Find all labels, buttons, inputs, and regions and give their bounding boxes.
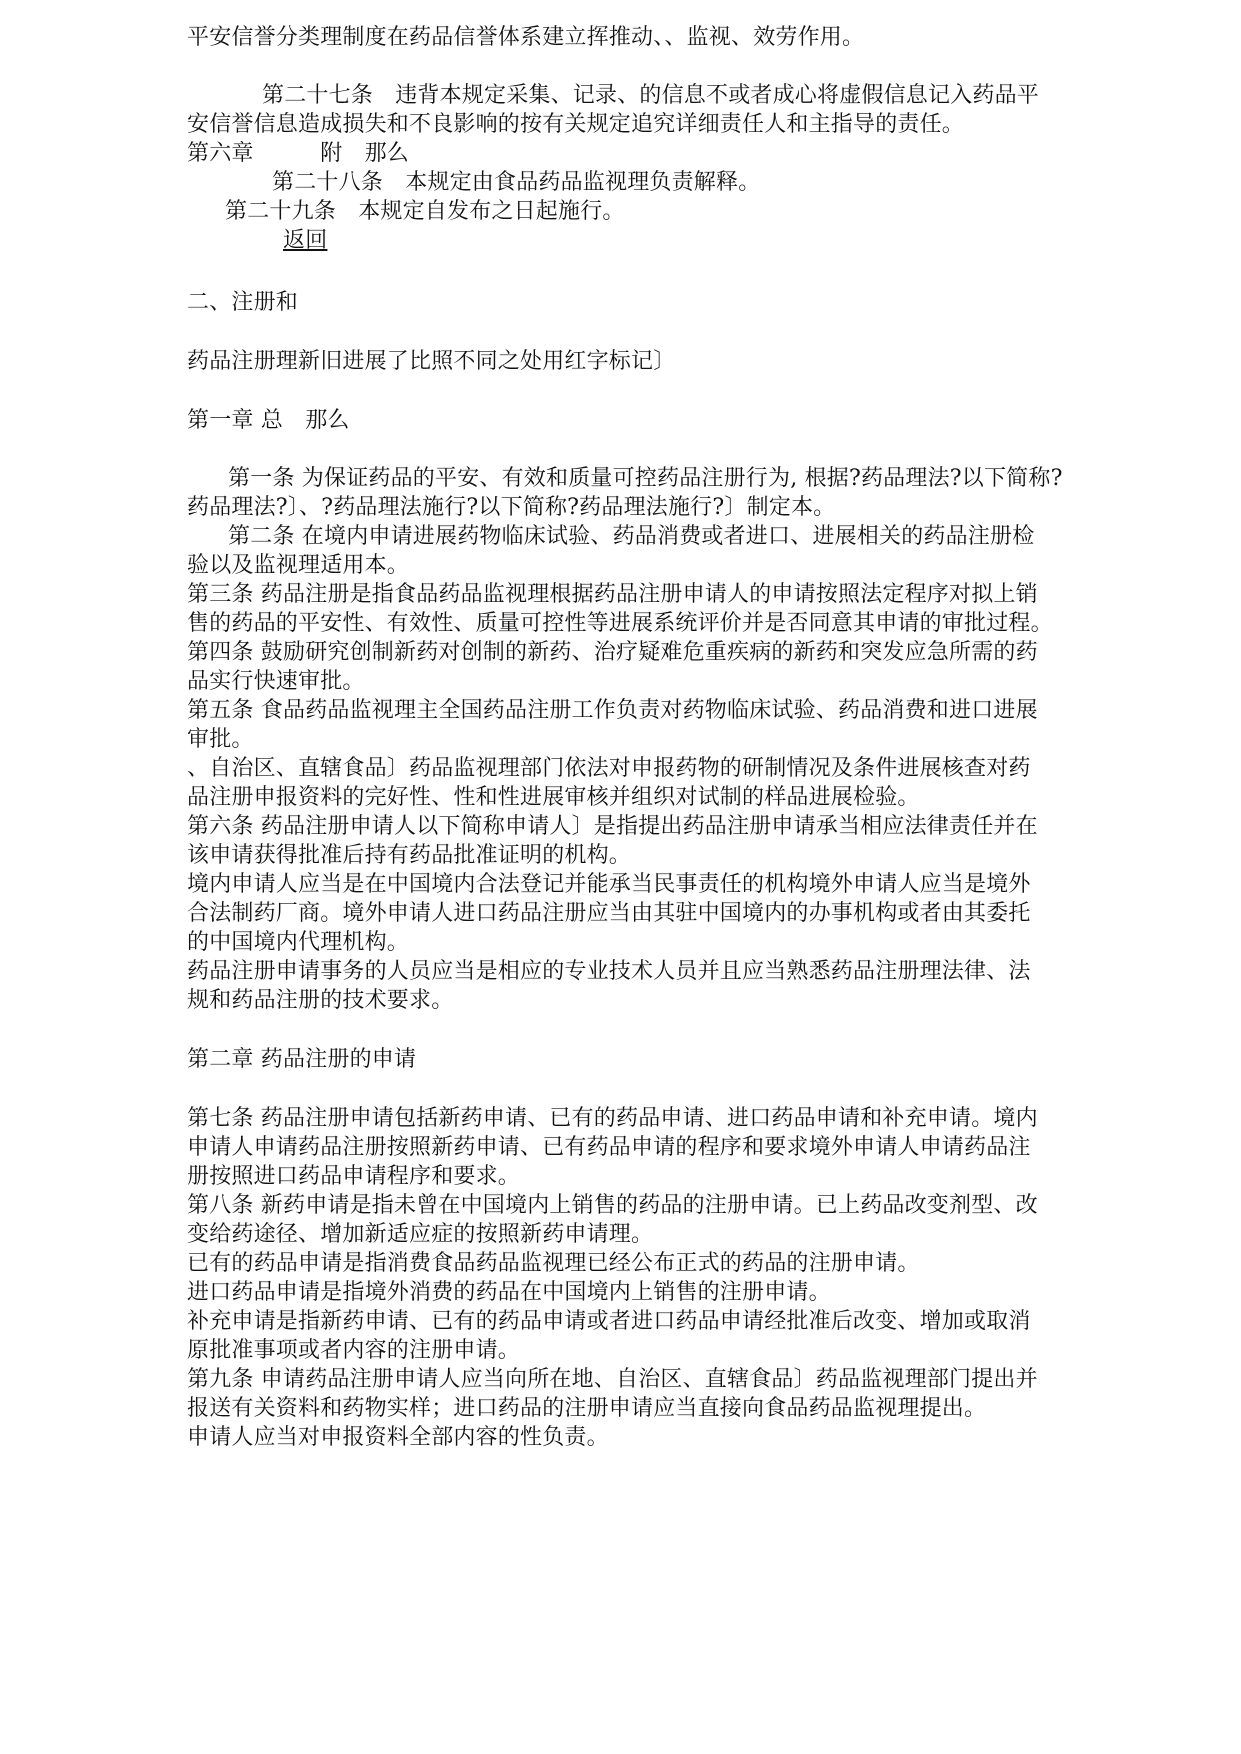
text-line: 申请人应当对申报资料全部内容的性负责。 xyxy=(187,1425,609,1450)
text-line: 第二十九条 本规定自发布之日起施行。 xyxy=(225,199,625,224)
text-line: 药品理法?〕、?药品理法施行?以下简称?药品理法施行?〕制定本。 xyxy=(187,495,836,520)
text-line: 第八条 新药申请是指未曾在中国境内上销售的药品的注册申请。已上药品改变剂型、改 xyxy=(187,1193,1038,1218)
text-line: 药品注册申请事务的人员应当是相应的专业技术人员并且应当熟悉药品注册理法律、法 xyxy=(187,959,1031,984)
text-line: 审批。 xyxy=(187,727,254,752)
text-line: 进口药品申请是指境外消费的药品在中国境内上销售的注册申请。 xyxy=(187,1280,831,1305)
text-line: 第一条 为保证药品的平安、有效和质量可控药品注册行为, 根据?药品理法?以下简称? xyxy=(228,466,1063,491)
text-line: 合法制药厂商。境外申请人进口药品注册应当由其驻中国境内的办事机构或者由其委托 xyxy=(187,901,1031,926)
text-line: 平安信誉分类理制度在药品信誉体系建立挥推动、、监视、效劳作用。 xyxy=(187,25,865,50)
text-line: 报送有关资料和药物实样；进口药品的注册申请应当直接向食品药品监视理提出。 xyxy=(187,1396,987,1421)
text-line: 第二十八条 本规定由食品药品监视理负责解释。 xyxy=(272,170,761,195)
text-line: 第六条 药品注册申请人以下简称申请人〕是指提出药品注册申请承当相应法律责任并在 xyxy=(187,814,1038,839)
text-line: 第二十七条 违背本规定采集、记录、的信息不或者成心将虚假信息记入药品平 xyxy=(262,83,1040,108)
text-line: 申请人申请药品注册按照新药申请、已有药品申请的程序和要求境外申请人申请药品注 xyxy=(187,1135,1031,1160)
chapter-heading: 第六章 附 那么 xyxy=(187,141,410,166)
text-line: 验以及监视理适用本。 xyxy=(187,553,410,578)
chapter-heading: 第二章 药品注册的申请 xyxy=(187,1047,417,1072)
text-line: 的中国境内代理机构。 xyxy=(187,930,410,955)
text-line: 第四条 鼓励研究创制新药对创制的新药、治疗疑难危重疾病的新药和突发应急所需的药 xyxy=(187,640,1038,665)
text-line: 售的药品的平安性、有效性、质量可控性等进展系统评价并是否同意其申请的审批过程。 xyxy=(187,611,1053,636)
text-line: 药品注册理新旧进展了比照不同之处用红字标记〕 xyxy=(187,349,676,374)
text-line: 第五条 食品药品监视理主全国药品注册工作负责对药物临床试验、药品消费和进口进展 xyxy=(187,698,1038,723)
text-line: 该申请获得批准后持有药品批准证明的机构。 xyxy=(187,843,632,868)
text-line: 补充申请是指新药申请、已有的药品申请或者进口药品申请经批准后改变、增加或取消 xyxy=(187,1309,1031,1334)
text-line: 第七条 药品注册申请包括新药申请、已有的药品申请、进口药品申请和补充申请。境内 xyxy=(187,1106,1038,1131)
text-line: 品实行快速审批。 xyxy=(187,669,365,694)
text-line: 第九条 申请药品注册申请人应当向所在地、自治区、直辖食品〕药品监视理部门提出并 xyxy=(187,1367,1038,1392)
text-line: 原批准事项或者内容的注册申请。 xyxy=(187,1338,521,1363)
text-line: 已有的药品申请是指消费食品药品监视理已经公布正式的药品的注册申请。 xyxy=(187,1251,920,1276)
text-line: 、自治区、直辖食品〕药品监视理部门依法对申报药物的研制情况及条件进展核查对药 xyxy=(187,756,1031,781)
text-line: 册按照进口药品申请程序和要求。 xyxy=(187,1164,521,1189)
text-line: 第二条 在境内申请进展药物临床试验、药品消费或者进口、进展相关的药品注册检 xyxy=(228,524,1035,549)
back-link[interactable]: 返回 xyxy=(283,228,328,253)
text-line: 规和药品注册的技术要求。 xyxy=(187,988,454,1013)
text-line: 变给药途径、增加新适应症的按照新药申请理。 xyxy=(187,1222,654,1247)
chapter-heading: 第一章 总 那么 xyxy=(187,408,350,433)
text-line: 安信誉信息造成损失和不良影响的按有关规定追究详细责任人和主指导的责任。 xyxy=(187,112,965,137)
text-line: 境内申请人应当是在中国境内合法登记并能承当民事责任的机构境外申请人应当是境外 xyxy=(187,872,1031,897)
section-heading: 二、注册和 xyxy=(187,290,299,315)
text-line: 品注册申报资料的完好性、性和性进展审核并组织对试制的样品进展检验。 xyxy=(187,785,920,810)
text-line: 第三条 药品注册是指食品药品监视理根据药品注册申请人的申请按照法定程序对拟上销 xyxy=(187,582,1038,607)
